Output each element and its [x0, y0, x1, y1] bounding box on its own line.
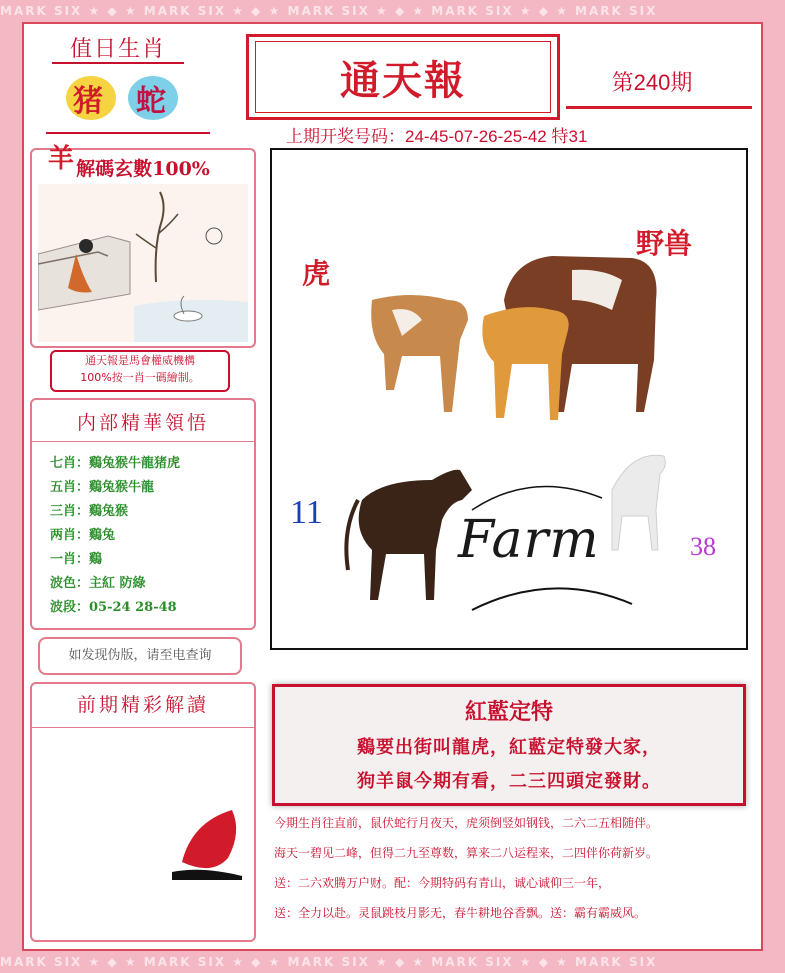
- red-blue-line-1: 鷄要出街叫龍虎，紅藍定特發大家，: [357, 737, 661, 758]
- prediction-label: 两肖：: [50, 528, 90, 543]
- prediction-label: 波段：: [50, 600, 90, 615]
- left-divider: [46, 132, 210, 134]
- notice-line-2: 100%按一肖一碼繪制。: [80, 371, 200, 384]
- masthead: [246, 34, 560, 120]
- ink-painting-image: [38, 184, 248, 342]
- number-right: 38: [690, 532, 716, 561]
- prediction-row: [50, 524, 254, 548]
- prediction-list: [32, 442, 254, 620]
- authority-notice: [50, 350, 230, 392]
- red-blue-title: 紅藍定特: [464, 699, 553, 725]
- decode-box: [30, 148, 256, 348]
- frame-bottom-band: [0, 951, 785, 973]
- issue-number: 第240期: [611, 70, 693, 95]
- issue-rule: [566, 106, 752, 109]
- prediction-label: 一肖：: [50, 552, 90, 567]
- inside-tips-box: [30, 398, 256, 630]
- prediction-value: 05-24 28-48: [89, 600, 177, 615]
- previous-reading-box: [30, 682, 256, 942]
- last-draw-numbers: 上期开奖号码：24-45-07-26-25-42 特31: [286, 127, 588, 146]
- prediction-row: [50, 476, 254, 500]
- decode-title: 解碼玄數100%: [76, 158, 210, 180]
- frame-band-text: MARK SIX ★ ◆ ★ MARK SIX ★ ◆ ★ MARK SIX ★ ◆ ★ MARK SIX ★ ◆ ★ MARK SIX: [0, 4, 658, 18]
- prediction-label: 五肖：: [50, 480, 90, 495]
- duty-zodiac-title: 值日生肖: [69, 37, 166, 62]
- prediction-row: [50, 452, 254, 476]
- prediction-row: [50, 500, 254, 524]
- prediction-value: 鷄兔猴牛龍猪虎: [89, 456, 181, 471]
- red-leaf-image: [172, 802, 252, 880]
- red-blue-line-2: 狗羊鼠今期有看，二三四頭定發財。: [357, 771, 661, 792]
- poem-box: [268, 808, 750, 928]
- poem-line: 送：二六欢腾万户财。配：今期特码有青山，诚心诚仰三一年，: [274, 876, 611, 890]
- previous-reading-title: 前期精彩解讀: [32, 684, 254, 728]
- poem-line: 送：全力以赴。灵鼠跳枝月影无，春牛耕地谷香飘。送：霸有霸威风。: [274, 906, 647, 920]
- masthead-title: 通天報: [340, 57, 466, 104]
- prediction-value: 主紅 防綠: [89, 576, 146, 591]
- prediction-row: [50, 596, 254, 620]
- prediction-label: 七肖：: [50, 456, 90, 471]
- frame-band-text: MARK SIX ★ ◆ ★ MARK SIX ★ ◆ ★ MARK SIX ★ ◆ ★ MARK SIX ★ ◆ ★ MARK SIX: [0, 955, 658, 969]
- prediction-row: [50, 572, 254, 596]
- decode-illustration: [38, 184, 248, 342]
- prediction-row: [50, 548, 254, 572]
- notice-line-1: 通天報是馬會權威機構: [85, 354, 195, 367]
- prediction-value: 鷄: [89, 552, 103, 567]
- inside-tips-title: 内部精華領悟: [32, 400, 254, 442]
- frame-right-side: [763, 22, 785, 951]
- zodiac-2-label: 蛇: [136, 84, 166, 119]
- tag-wild-beast: 野兽: [636, 227, 693, 260]
- prediction-value: 鷄兔猴: [89, 504, 129, 519]
- zodiac-1-label: 猪: [73, 84, 103, 119]
- counterfeit-text: 如发现伪版，请至电查询: [68, 648, 212, 663]
- prediction-value: 鷄兔: [89, 528, 116, 543]
- frame-top-band: [0, 0, 785, 22]
- tag-tiger: 虎: [302, 257, 331, 290]
- farm-calligraphy: Farm: [458, 510, 600, 570]
- previous-zodiac-char: 羊: [48, 144, 75, 174]
- frame-left-side: [0, 22, 22, 951]
- poem-line: 海天一碧见二峰，但得二九至尊数，算来二八运程来，二四伴你荷新岁。: [274, 846, 659, 860]
- duty-title-rule: [52, 62, 184, 64]
- prediction-label: 波色：: [50, 576, 90, 591]
- poem-line: 今期生肖往直前，鼠伏蛇行月夜天，虎须倒竖如钢钱，二六二五相随伴。: [274, 816, 659, 830]
- counterfeit-notice: [38, 637, 242, 675]
- number-left: 11: [290, 494, 323, 531]
- prediction-value: 鷄兔猴牛龍: [89, 480, 155, 495]
- prediction-label: 三肖：: [50, 504, 90, 519]
- red-blue-special-box: [272, 684, 746, 806]
